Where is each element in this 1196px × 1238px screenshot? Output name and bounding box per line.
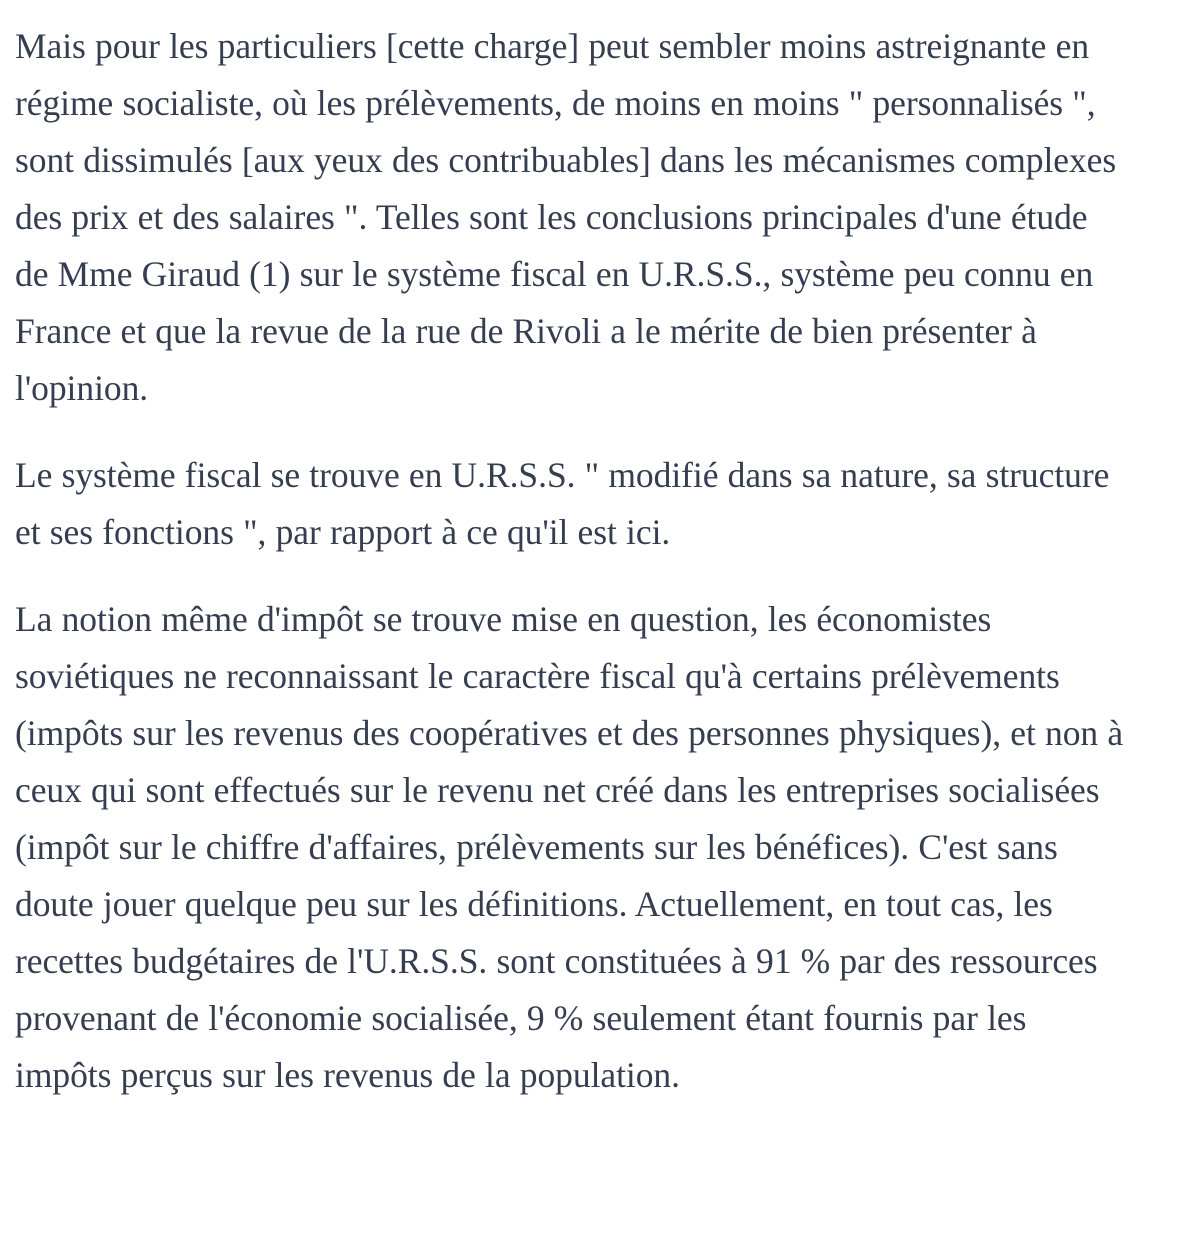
article-paragraph-1: Mais pour les particuliers [cette charge] peut sembler moins astreignante en régime socialiste, où les prélèvements, de moins en moins " personnalisés ", sont dissimulés [aux yeux des contribuables] dans les mécanismes complexes des prix et des salaires ". Telles sont les conclusions principales d'une étude de Mme Giraud (1) sur le système fiscal en U.R.S.S., système peu connu en France et que la revue de la rue de Rivoli a le mérite de bien présenter à l'opinion. (15, 26, 1117, 408)
article-paragraph-2: Le système fiscal se trouve en U.R.S.S. " modifié dans sa nature, sa structure et ses fonctions ", par rapport à ce qu'il est ici. (15, 455, 1110, 552)
article-paragraph-3: La notion même d'impôt se trouve mise en question, les économistes soviétiques ne reconnaissant le caractère fiscal qu'à certains prélèvements (impôts sur les revenus des coopératives et des personnes physiques), et non à ceux qui sont effectués sur le revenu net créé dans les entreprises socialisées (impôt sur le chiffre d'affaires, prélèvements sur les bénéfices). C'est sans doute jouer quelque peu sur les définitions. Actuellement, en tout cas, les recettes budgétaires de l'U.R.S.S. sont constituées à 91 % par des ressources provenant de l'économie socialisée, 9 % seulement étant fournis par les impôts perçus sur les revenus de la population. (15, 599, 1124, 1095)
